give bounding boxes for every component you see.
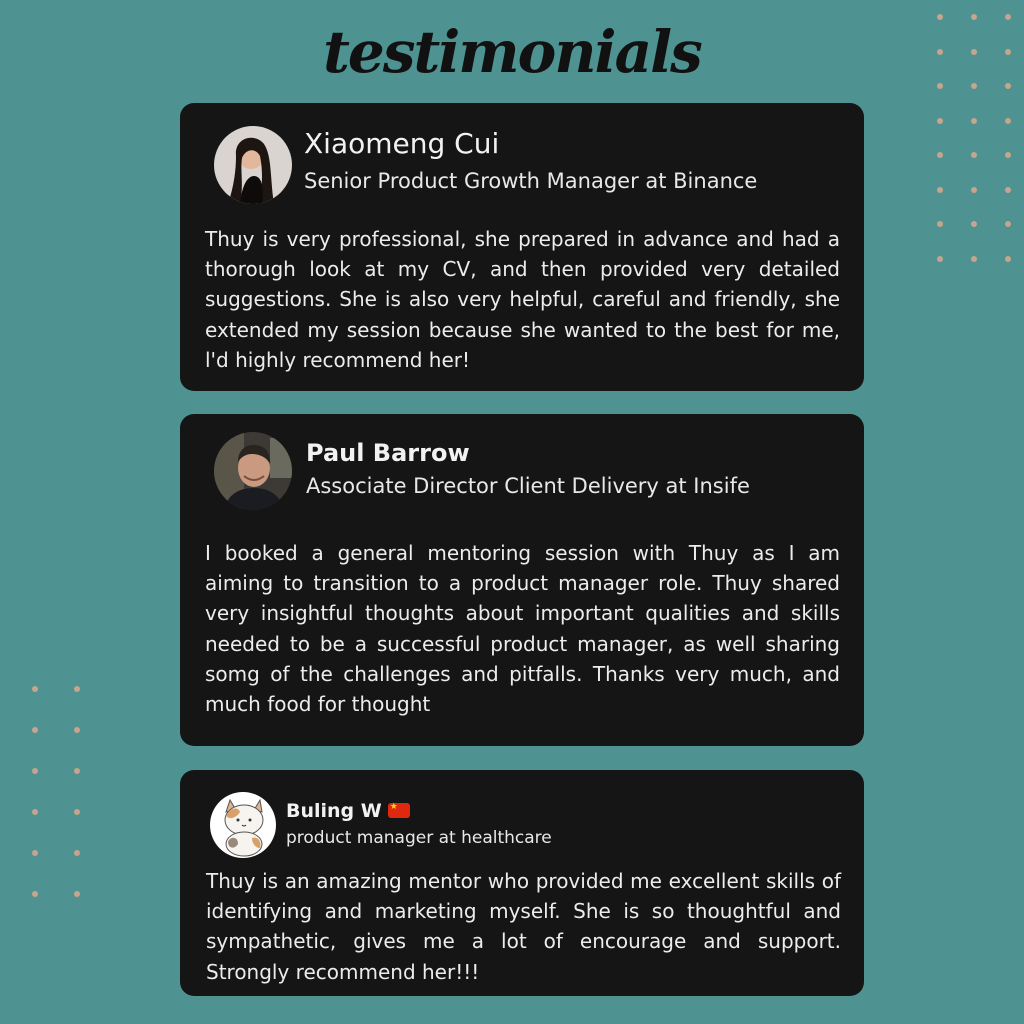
decorative-dot-grid-top-right [937,14,1011,262]
reviewer-role: Senior Product Growth Manager at Binance [304,169,758,193]
reviewer-name-text: Buling W [286,800,382,822]
china-flag-icon [388,803,410,818]
testimonial-card [180,770,864,996]
reviewer-name: Paul Barrow [306,439,470,467]
reviewer-role: product manager at healthcare [286,828,552,848]
testimonial-card [180,103,864,391]
page-title: testimonials [323,18,701,86]
testimonial-text: Thuy is an amazing mentor who provided me excellent skills of identifying and marketing myself. She is so thoughtful and sympathetic, gives me a lot of encourage and support. Strongly recommend her!!! [206,869,841,984]
avatar [214,126,292,204]
reviewer-name [286,800,410,822]
decorative-dot-grid-bottom-left [32,686,80,897]
testimonial-text: Thuy is very professional, she prepared in advance and had a thorough look at my CV, and then provided very detailed suggestions. She is also very helpful, careful and friendly, she extended my session because she wanted to the best for me, l'd highly recommend her! [205,227,840,372]
reviewer-role: Associate Director Client Delivery at Insife [306,474,750,498]
avatar [210,792,276,858]
avatar [214,432,292,510]
testimonial-card [180,414,864,746]
testimonial-text: I booked a general mentoring session with Thuy as I am aiming to transition to a product manager role. Thuy shared very insightful thoughts about important qualities and skills needed to be a successful product manager, as well sharing somg of the challenges and pitfalls. Thanks very much, and much food for thought [205,541,840,717]
reviewer-name: Xiaomeng Cui [304,127,500,160]
